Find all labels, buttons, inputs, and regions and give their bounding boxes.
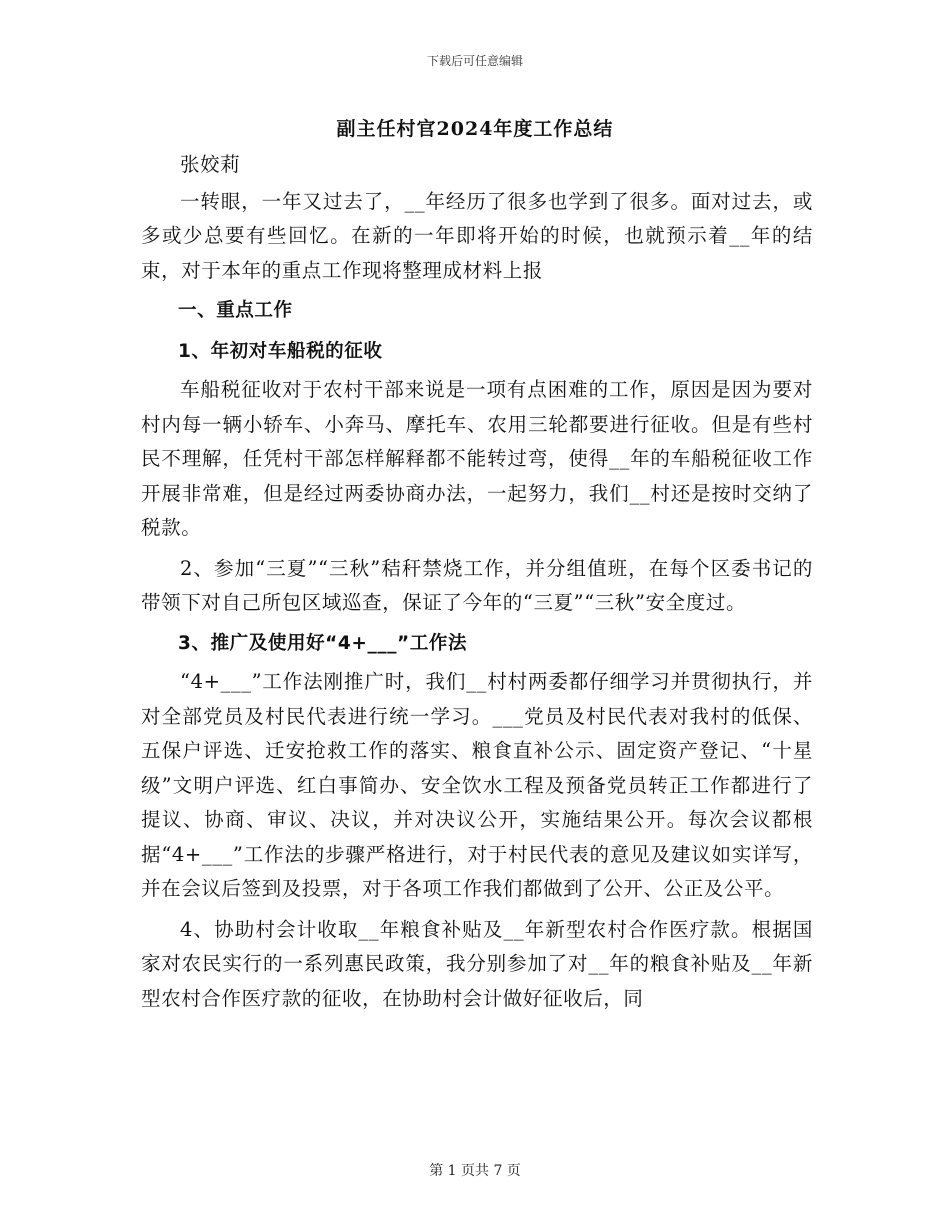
- page-header-note: 下载后可任意编辑: [426, 54, 523, 68]
- document-body: [141, 148, 813, 1016]
- section-heading-key-work: 一、重点工作: [178, 300, 293, 321]
- intro-paragraph: 一转眼，一年又过去了，__年经历了很多也学到了很多。面对过去，或多或少总要有些回忆。在新的一年即将开始的时候，也就预示着__年的结束，对于本年的重点工作现将整理成材料上报: [141, 189, 813, 282]
- page-footer-number: 第 1 页共 7 页: [429, 1163, 521, 1179]
- subheading-work-method: 3、推广及使用好“4+___”工作法: [178, 632, 468, 654]
- author-name: 张姣莉: [180, 153, 241, 176]
- paragraph-straw-burning: 2、参加“三夏”“三秋”秸秆禁烧工作，并分组值班，在每个区委书记的带领下对自己所包区域巡查，保证了今年的“三夏”“三秋”安全度过。: [141, 556, 813, 614]
- paragraph-work-method: “4+___”工作法刚推广时，我们__村村两委都仔细学习并贯彻执行，并对全部党员及村民代表进行统一学习。___党员及村民代表对我村的低保、五保户评选、迁安抢救工作的落实、粮食直补公示、固定资产登记、“十星级”文明户评选、红白事简办、安全饮水工程及预备党员转正工作都进行了提议、协商、审议、决议，并对决议公开，实施结果公开。每次会议都根据“4+___”工作法的步骤严格进行，对于村民代表的意见及建议如实详写，并在会议后签到及投票，对于各项工作我们都做到了公开、公正及公平。: [141, 670, 813, 900]
- subheading-vehicle-tax: 1、年初对车船税的征收: [178, 340, 383, 362]
- paragraph-vehicle-tax: 车船税征收对于农村干部来说是一项有点困难的工作，原因是因为要对村内每一辆小轿车、小奔马、摩托车、农用三轮都要进行征收。但是有些村民不理解，任凭村干部怎样解释都不能转过弯，使得__年的车船税征收工作开展非常难，但是经过两委协商办法，一起努力，我们__村还是按时交纳了税款。: [141, 378, 813, 539]
- paragraph-subsidy-collection: 4、协助村会计收取__年粮食补贴及__年新型农村合作医疗款。根据国家对农民实行的一系列惠民政策，我分别参加了对__年的粮食补贴及__年新型农村合作医疗款的征收，在协助村会计做好征收后，同: [141, 917, 813, 1010]
- document-title: 副主任村官2024年度工作总结: [336, 118, 614, 140]
